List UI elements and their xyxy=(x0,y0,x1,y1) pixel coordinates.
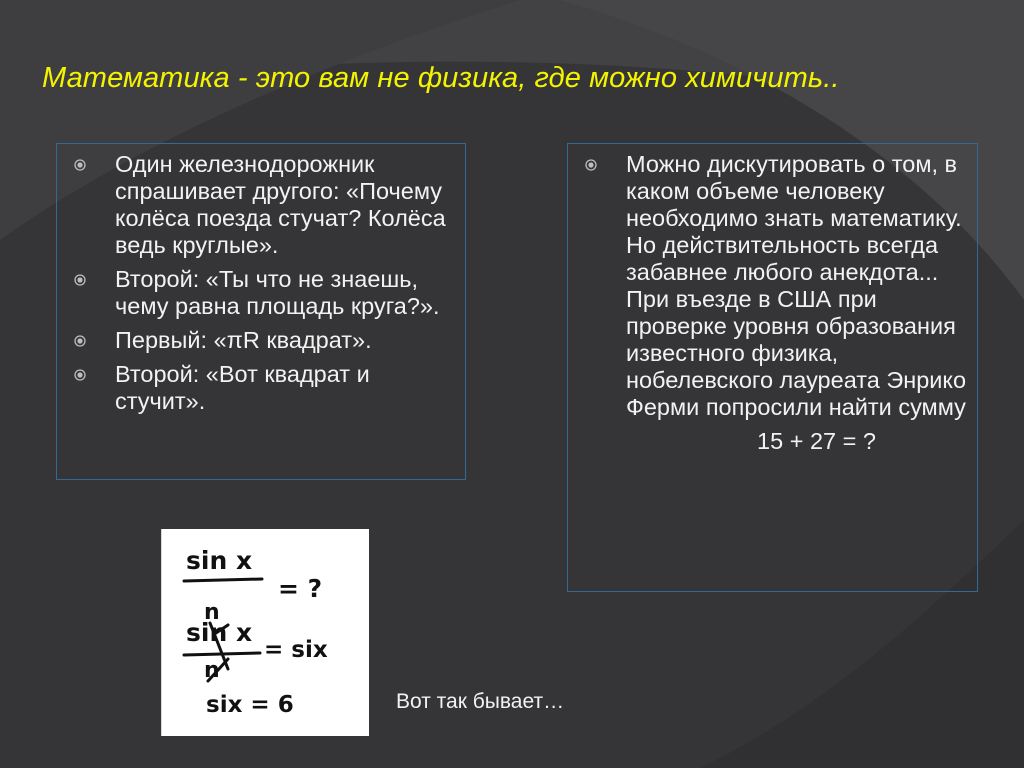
formula-line2-denominator: n xyxy=(204,658,220,683)
formula-line1-result: = ? xyxy=(278,574,323,603)
list-item-text: Второй: «Вот квадрат и стучит». xyxy=(115,361,370,414)
fermi-story-box xyxy=(567,143,978,592)
formula-line3: six = 6 xyxy=(206,692,294,718)
story-paragraph: Можно дискутировать о том, в каком объеме человеку необходимо знать математику. Но действительность всегда забавнее любого анекдота... При въезде в США при проверке уровня образования известного физика, нобелевского лауреата Энрико Ферми попросили найти сумму xyxy=(626,151,967,420)
circle-bullet-icon xyxy=(74,369,86,381)
joke-box xyxy=(56,143,466,480)
list-item-text: Второй: «Ты что не знаешь, чему равна площадь круга?». xyxy=(115,266,440,319)
list-item-text: Первый: «πR квадрат». xyxy=(115,327,372,353)
formula-line2-numerator: sin x xyxy=(186,618,253,647)
circle-bullet-icon xyxy=(74,274,86,286)
list-item xyxy=(568,151,977,421)
formula-line2-result: = six xyxy=(264,637,328,663)
story-list xyxy=(568,144,977,421)
joke-list xyxy=(57,144,465,415)
list-item xyxy=(57,266,465,320)
list-item xyxy=(57,151,465,259)
handwritten-formula-image xyxy=(161,529,369,736)
list-item-text: Один железнодорожник спрашивает другого: «Почему колёса поезда стучат? Колёса ведь круглые». xyxy=(115,151,446,258)
slide-title: Математика - это вам не физика, где можно химичить.. xyxy=(42,62,840,94)
list-item xyxy=(57,327,465,354)
circle-bullet-icon xyxy=(585,159,597,171)
circle-bullet-icon xyxy=(74,159,86,171)
caption-text: Вот так бывает… xyxy=(396,690,565,713)
sum-equation: 15 + 27 = ? xyxy=(757,428,876,454)
list-item xyxy=(57,361,465,415)
formula-line1-numerator: sin x xyxy=(186,546,253,575)
handwritten-formula-drawing xyxy=(162,529,369,736)
formula-line1-denominator: n xyxy=(204,600,220,625)
circle-bullet-icon xyxy=(74,335,86,347)
